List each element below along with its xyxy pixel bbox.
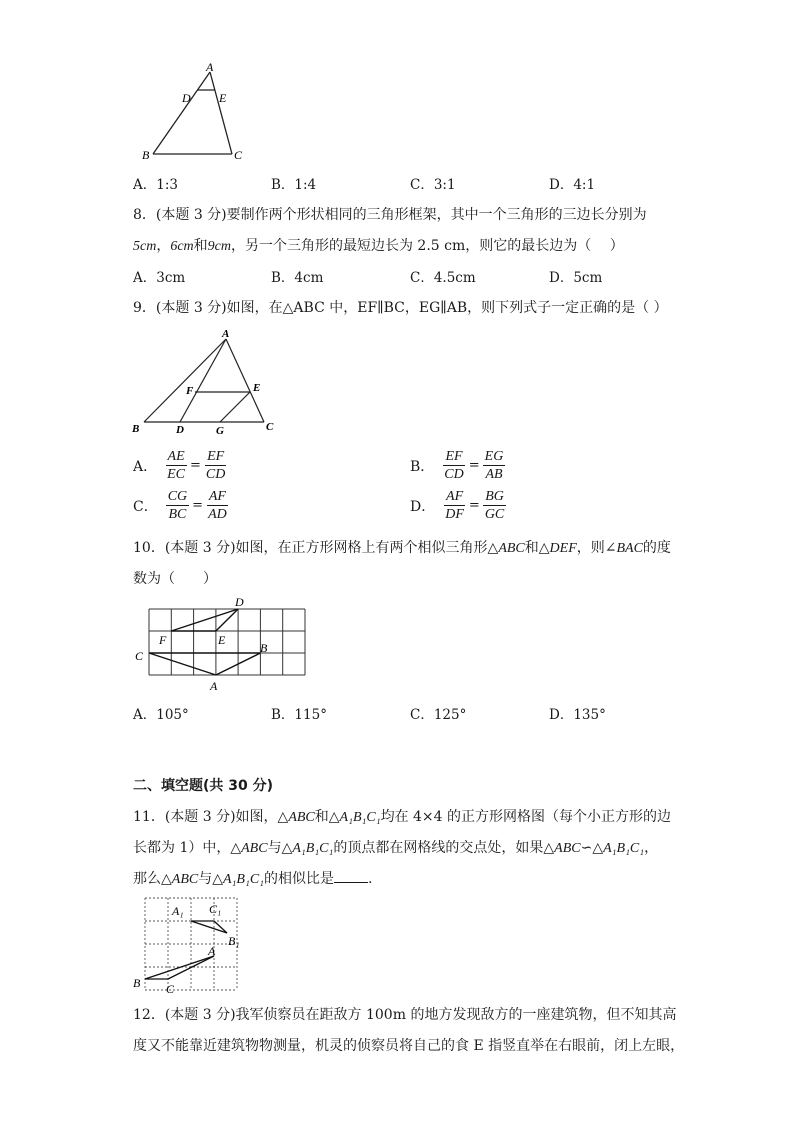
q9-c-frac1 <box>166 488 189 523</box>
q9-option-a-label: A． <box>133 458 158 475</box>
q7-option-a[interactable]: A．1:3 <box>133 177 178 193</box>
q8-option-a[interactable]: A．3cm <box>133 270 186 286</box>
q9-b-eq: = <box>468 458 480 473</box>
q12-stem-line1: 12．(本题 3 分)我军侦察员在距敌方 100m 的地方发现敌方的一座建筑物，但不知其高 <box>133 1007 677 1023</box>
q11-l2-e: 的顶点都在网格线的交点处，如果 <box>333 840 544 856</box>
q10-option-a[interactable]: A．105° <box>133 707 189 723</box>
q9-a-d2: CD <box>205 467 226 482</box>
q11-l3-f: . <box>368 871 373 887</box>
q11-l1-e: 均在 4×4 的正方形网格图（每个小正方形的边 <box>380 809 672 825</box>
q8-side1: 5cm <box>133 239 157 254</box>
q9-c-eq: = <box>192 498 204 513</box>
q11-l2-a: 长都为 1）中， <box>133 840 231 856</box>
q9-d-frac2 <box>483 488 506 523</box>
q9-label-b: B <box>132 423 140 435</box>
q11-answer-blank[interactable] <box>334 870 368 883</box>
q11-l3-a: 那么 <box>133 871 161 887</box>
q10-label-a: A <box>210 679 218 693</box>
q10-label-e: E <box>218 633 226 647</box>
q11-label-a1: A₁ <box>172 904 184 918</box>
q10-option-d[interactable]: D．135° <box>549 707 606 723</box>
q7-label-d: D <box>182 91 191 105</box>
q9-option-c-label: C． <box>133 498 158 515</box>
q9-a-n1: AE <box>167 449 185 464</box>
q12-stem-line2: 度又不能靠近建筑物物测量，机灵的侦察员将自己的食 E 指竖直举在右眼前，闭上左眼， <box>133 1038 685 1054</box>
q9-label-c: C <box>266 421 274 433</box>
q11-stem-line2 <box>133 837 658 857</box>
q10-text-g: 的度 <box>642 540 671 556</box>
q9-option-d-label: D． <box>410 498 436 515</box>
q11-l2-g: ， <box>644 840 659 856</box>
q11-l3-d: △A₁B₁C₁ <box>212 872 265 887</box>
q11-l3-b: △ABC <box>161 872 199 887</box>
q8-option-b[interactable]: B．4cm <box>271 270 324 286</box>
q10-option-b[interactable]: B．115° <box>271 707 327 723</box>
q7-option-b[interactable]: B．1:4 <box>271 177 317 193</box>
q8-stem-line1: 8．(本题 3 分)要制作两个形状相同的三角形框架，其中一个三角形的三边长分别为 <box>133 207 647 223</box>
q9-b-frac1 <box>442 448 465 483</box>
q9-label-f: F <box>186 385 194 397</box>
q9-d-d2: GC <box>484 507 505 522</box>
q11-grid-figure <box>130 893 255 998</box>
q10-option-c[interactable]: C．125° <box>410 707 467 723</box>
q10-tri-abc: △ABC <box>487 541 525 556</box>
q11-l1-c: 和 <box>314 809 329 825</box>
q9-label-d: D <box>176 424 184 436</box>
q7-label-c: C <box>234 148 243 162</box>
q11-l1-d: △A₁B₁C₁ <box>328 810 381 825</box>
q9-option-a[interactable] <box>133 448 227 483</box>
q8-stem-line2 <box>133 235 624 255</box>
q10-text-c: 和 <box>524 540 539 556</box>
q11-label-c: C <box>166 982 175 996</box>
q8-side3: 9cm <box>207 239 231 254</box>
q9-d-d1: DF <box>445 507 464 522</box>
q8-sep1: ， <box>156 238 171 254</box>
q9-label-g: G <box>216 425 224 437</box>
q11-l2-d: △A₁B₁C₁ <box>281 841 334 856</box>
q9-a-n2: EF <box>207 449 225 464</box>
q9-d-n1: AF <box>446 489 464 504</box>
q11-stem-line1 <box>133 806 671 826</box>
q11-l3-e: 的相似比是 <box>264 871 335 887</box>
q10-text-a: 10．(本题 3 分)如图，在正方形网格上有两个相似三角形 <box>133 540 488 556</box>
q9-d-eq: = <box>468 498 480 513</box>
q9-a-frac1 <box>165 448 187 483</box>
q8-sep2: 和 <box>193 238 208 254</box>
q7-label-b: B <box>142 148 150 162</box>
q8-option-c[interactable]: C．4.5cm <box>410 270 476 286</box>
q9-c-d2: AD <box>208 507 227 522</box>
q11-label-a: A <box>208 944 216 958</box>
q7-option-c[interactable]: C．3:1 <box>410 177 456 193</box>
q11-l3-c: 与 <box>198 871 213 887</box>
q9-option-b-label: B． <box>410 458 435 475</box>
q10-label-c: C <box>135 649 144 663</box>
q8-option-d[interactable]: D．5cm <box>549 270 603 286</box>
q9-c-n1: CG <box>167 489 188 504</box>
q9-b-d2: AB <box>485 467 503 482</box>
q9-a-frac2 <box>204 448 227 483</box>
q10-label-f: F <box>159 633 167 647</box>
q9-b-d1: CD <box>444 467 464 482</box>
q9-option-b[interactable] <box>410 448 505 483</box>
q9-option-d[interactable] <box>410 488 506 523</box>
q10-label-b: B <box>260 641 268 655</box>
q11-stem-line3 <box>133 868 372 888</box>
q10-tri-def: △DEF <box>538 541 577 556</box>
q11-label-b1: B₁ <box>228 934 240 948</box>
q9-c-d1: BC <box>168 507 187 522</box>
q9-a-d1: EC <box>167 467 186 482</box>
q9-triangle-figure <box>128 325 283 437</box>
q11-label-b: B <box>133 976 141 990</box>
q9-d-n2: BG <box>485 489 504 504</box>
q10-text-e: ，则 <box>576 540 605 556</box>
q8-stem-rest: ，另一个三角形的最短边长为 2.5 cm，则它的最长边为（ ） <box>230 238 624 254</box>
q9-b-frac2 <box>483 448 506 483</box>
q11-l2-f: △ABC∽△A₁B₁C₁ <box>543 841 645 856</box>
section-fill-in-title: 二、填空题(共 30 分) <box>133 778 274 794</box>
q9-stem: 9．(本题 3 分)如图，在△ABC 中，EF∥BC，EG∥AB，则下列式子一定正确的是（ ） <box>133 300 668 316</box>
q9-b-n2: EG <box>484 449 504 464</box>
q9-label-e: E <box>253 382 261 394</box>
q7-triangle-figure <box>138 60 258 165</box>
q11-l1-a: 11．(本题 3 分)如图， <box>133 809 278 825</box>
q9-b-n1: EF <box>445 449 463 464</box>
q10-label-d: D <box>235 595 244 609</box>
q11-l2-c: 与 <box>267 840 282 856</box>
q7-option-d[interactable]: D．4:1 <box>549 177 596 193</box>
q9-d-frac1 <box>443 488 466 523</box>
q8-side2: 6cm <box>170 239 194 254</box>
q9-option-c[interactable] <box>133 488 229 523</box>
q9-a-eq: = <box>190 458 201 473</box>
q10-angle-bac: ∠BAC <box>604 541 643 556</box>
q11-l1-b: △ABC <box>277 810 315 825</box>
q10-stem-line2: 数为（ ） <box>133 571 217 587</box>
q10-stem-line1 <box>133 537 671 557</box>
q9-c-n2: AF <box>208 489 226 504</box>
q7-label-a: A <box>206 60 214 74</box>
q10-grid-figure <box>132 593 312 693</box>
q11-l2-b: △ABC <box>230 841 268 856</box>
q9-label-a: A <box>222 328 230 340</box>
q7-label-e: E <box>219 91 227 105</box>
q9-c-frac2 <box>206 488 229 523</box>
q11-label-c1: C₁ <box>209 902 222 916</box>
